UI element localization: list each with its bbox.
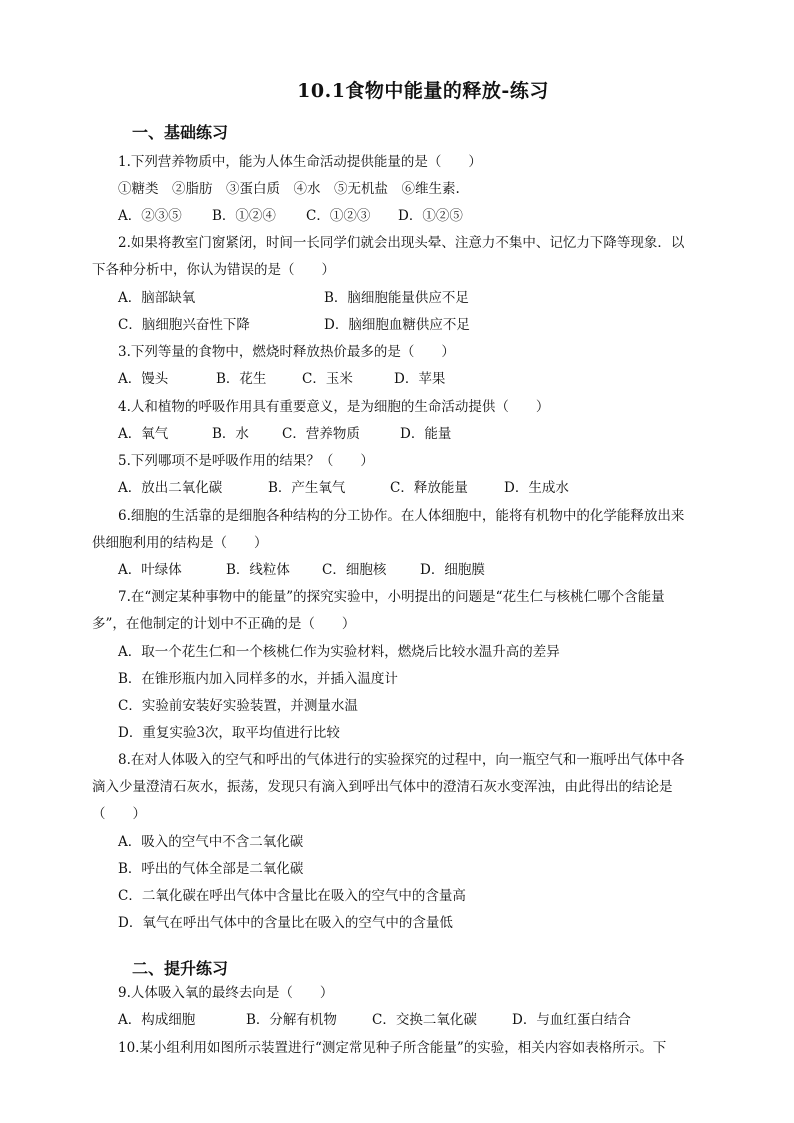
question-8-stem-line2: 滴入少量澄清石灰水，振荡，发现只有滴入到呼出气体中的澄清石灰水变浑浊，由此得出的结论是 (92, 779, 673, 795)
question-7-option-a: A．取一个花生仁和一个核桃仁作为实验材料，燃烧后比较水温升高的差异 (118, 644, 560, 660)
question-6-stem-line1: 6.细胞的生活靠的是细胞各种结构的分工协作。在人体细胞中，能将有机物中的化学能释放出来 (118, 508, 685, 524)
option-d: D．细胞膜 (420, 562, 485, 578)
option-d: D．脑细胞血糖供应不足 (324, 317, 470, 333)
question-2-stem-line1: 2.如果将教室门窗紧闭，时间一长同学们就会出现头晕、注意力不集中、记忆力下降等现象．以 (118, 235, 685, 251)
option-c: C．释放能量 (390, 480, 468, 496)
question-8-option-d: D．氧气在呼出气体中的含量比在吸入的空气中的含量低 (118, 915, 453, 931)
option-c: C．脑细胞兴奋性下降 (118, 317, 250, 333)
question-1-items: ①糖类 ②脂肪 ③蛋白质 ④水 ⑤无机盐 ⑥维生素. (118, 181, 460, 197)
option-c: C．细胞核 (322, 562, 387, 578)
option-a: A．②③⑤ (118, 208, 182, 224)
option-b: B．线粒体 (226, 562, 290, 578)
option-c: C．玉米 (302, 371, 353, 387)
question-8-option-c: C．二氧化碳在呼出气体中含量比在吸入的空气中的含量高 (118, 888, 466, 904)
page-title: 10.1食物中能量的释放-练习 (297, 80, 549, 102)
option-c: C．交换二氧化碳 (372, 1012, 477, 1028)
question-5-stem: 5.下列哪项不是呼吸作用的结果？（ ） (118, 453, 374, 469)
option-b: B．分解有机物 (246, 1012, 337, 1028)
option-d: D．与血红蛋白结合 (512, 1012, 631, 1028)
option-a: A．脑部缺氧 (118, 290, 196, 306)
question-6-stem-line2: 供细胞利用的结构是（ ） (92, 535, 268, 551)
option-a: A．放出二氧化碳 (118, 480, 223, 496)
question-7-option-d: D．重复实验3次，取平均值进行比较 (118, 725, 340, 741)
option-d: D．①②⑤ (398, 208, 463, 224)
option-b: B．产生氧气 (268, 480, 346, 496)
option-d: D．能量 (400, 426, 452, 442)
question-8-stem-line3: （ ） (92, 806, 146, 822)
option-a: A．叶绿体 (118, 562, 182, 578)
option-a: A．氧气 (118, 426, 169, 442)
option-b: B．脑细胞能量供应不足 (324, 290, 469, 306)
question-2-stem-line2: 下各种分析中，你认为错误的是（ ） (92, 262, 335, 278)
question-9-stem: 9.人体吸入氧的最终去向是（ ） (118, 985, 334, 1001)
option-b: B．①②④ (212, 208, 276, 224)
question-3-stem: 3.下列等量的食物中，燃烧时释放热价最多的是（ ） (118, 344, 455, 360)
option-a: A．馒头 (118, 371, 169, 387)
question-4-stem: 4.人和植物的呼吸作用具有重要意义，是为细胞的生命活动提供（ ） (118, 399, 550, 415)
question-8-option-b: B．呼出的气体全部是二氧化碳 (118, 861, 304, 877)
option-d: D．苹果 (394, 371, 446, 387)
option-c: C．①②③ (306, 208, 371, 224)
section-heading-basic: 一、基础练习 (132, 123, 229, 142)
option-b: B．水 (212, 426, 249, 442)
question-1-stem: 1.下列营养物质中，能为人体生命活动提供能量的是（ ） (118, 154, 482, 170)
section-heading-advanced: 二、提升练习 (132, 959, 229, 978)
question-7-option-b: B．在锥形瓶内加入同样多的水，并插入温度计 (118, 671, 398, 687)
question-8-option-a: A．吸入的空气中不含二氧化碳 (118, 834, 304, 850)
option-a: A．构成细胞 (118, 1012, 196, 1028)
option-b: B．花生 (216, 371, 267, 387)
question-7-stem-line1: 7.在“测定某种事物中的能量”的探究实验中，小明提出的问题是“花生仁与核桃仁哪个含能量 (118, 589, 665, 605)
question-7-option-c: C．实验前安装好实验装置，并测量水温 (118, 698, 358, 714)
option-c: C．营养物质 (282, 426, 360, 442)
question-7-stem-line2: 多”，在他制定的计划中不正确的是（ ） (92, 616, 356, 632)
question-8-stem-line1: 8.在对人体吸入的空气和呼出的气体进行的实验探究的过程中，向一瓶空气和一瓶呼出气体中各 (118, 752, 685, 768)
question-10-stem-line1: 10.某小组利用如图所示装置进行“测定常见种子所含能量”的实验，相关内容如表格所示。下 (118, 1040, 667, 1056)
option-d: D．生成水 (504, 480, 569, 496)
